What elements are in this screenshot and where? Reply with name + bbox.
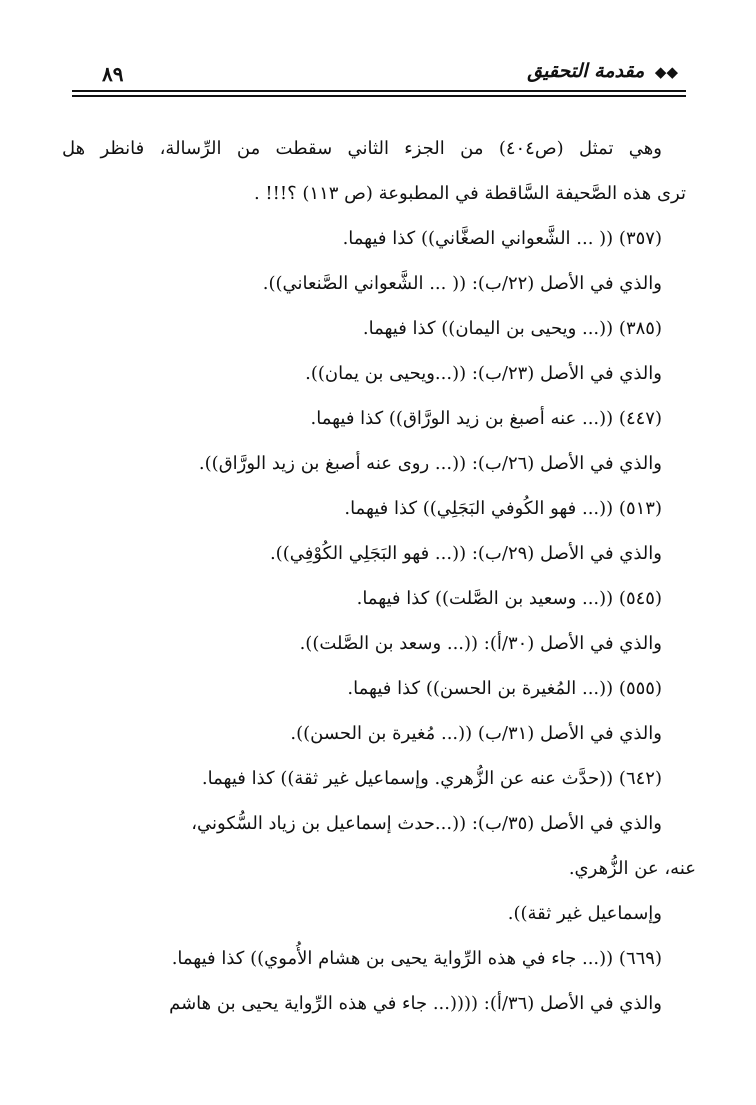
diamond-ornament-icon: ◆◆ — [654, 63, 678, 81]
running-header — [527, 60, 678, 82]
text-line: والذي في الأصل (٢٣/ب): ((...ويحيى بن يمان)). — [305, 363, 662, 384]
text-line: وإسماعيل غير ثقة)). — [507, 903, 662, 924]
text-line: والذي في الأصل (٢٦/ب): ((... روى عنه أصبغ بن زيد الورَّاق)). — [198, 453, 662, 474]
text-line: والذي في الأصل (٢٢/ب): (( ... الشَّعواني الصَّنعاني)). — [262, 273, 662, 294]
text-line: ترى هذه الصَّحيفة السَّاقطة في المطبوعة (ص ١١٣) ؟!!! . — [253, 183, 686, 204]
text-line: (٦٦٩) ((... جاء في هذه الرِّواية يحيى بن هشام الأُموي)) كذا فيهما. — [171, 948, 662, 969]
text-line: عنه، عن الزُّهري. — [568, 858, 696, 879]
text-line: وهي تمثل (ص٤٠٤) من الجزء الثاني سقطت من الرِّسالة، فانظر هل — [62, 138, 662, 159]
header-title: مقدمة التحقيق — [527, 60, 645, 82]
text-line: (٥٤٥) ((... وسعيد بن الصَّلت)) كذا فيهما. — [356, 588, 662, 609]
text-line: (٥٥٥) ((... المُغيرة بن الحسن)) كذا فيهما. — [347, 678, 662, 699]
text-line: والذي في الأصل (٣١/ب) ((... مُغيرة بن الحسن)). — [290, 723, 662, 744]
header-rule-top — [72, 90, 686, 92]
text-line: (٤٤٧) ((... عنه أصبغ بن زيد الورَّاق)) كذا فيهما. — [310, 408, 662, 429]
text-line: والذي في الأصل (٣٠/أ): ((... وسعد بن الصَّلت)). — [299, 633, 662, 654]
text-line: (٦٤٢) ((حدَّث عنه عن الزُّهري. وإسماعيل غير ثقة)) كذا فيهما. — [201, 768, 662, 789]
text-line: والذي في الأصل (٣٦/أ): ((((... جاء في هذه الرِّواية يحيى بن هاشم — [169, 993, 662, 1014]
text-line: (٣٨٥) ((... ويحيى بن اليمان)) كذا فيهما. — [362, 318, 662, 339]
text-line: والذي في الأصل (٣٥/ب): ((...حدث إسماعيل بن زياد السُّكوني، — [191, 813, 662, 834]
header-rule-bottom — [72, 95, 686, 97]
text-line: والذي في الأصل (٢٩/ب): ((... فهو البَجَلِي الكُوْفِي)). — [269, 543, 662, 564]
text-line: (٥١٣) ((... فهو الكُوفي البَجَلِي)) كذا فيهما. — [344, 498, 662, 519]
text-line: (٣٥٧) (( ... الشَّعواني الصغَّاني)) كذا فيهما. — [342, 228, 662, 249]
page-number: ٨٩ — [102, 62, 124, 86]
